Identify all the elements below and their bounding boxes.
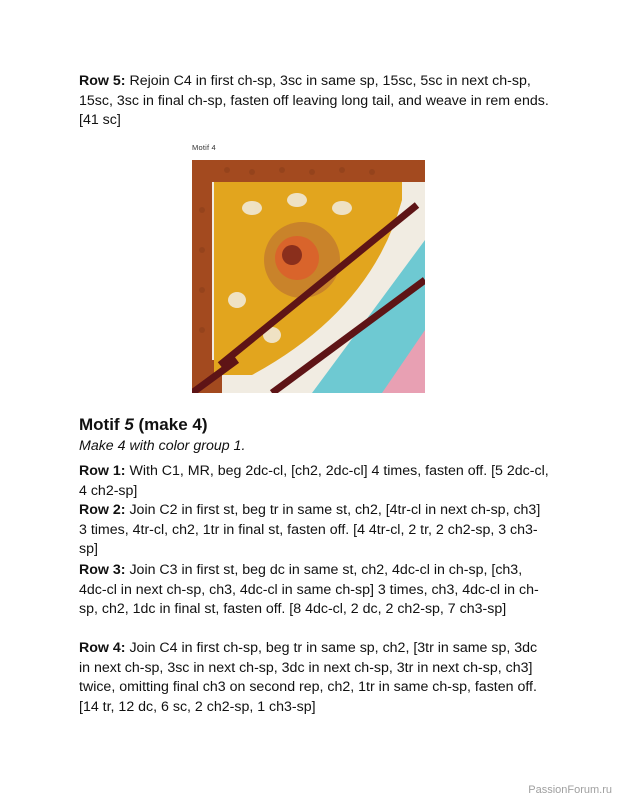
motif-4-photo: [192, 160, 425, 393]
row-2-paragraph: Row 2: Join C2 in first st, beg tr in same st, ch2, [4tr-cl in next ch-sp, ch3] 3 times, 4tr-cl, ch2, 1tr in final st, fasten off. [4 4tr-cl, 2 tr, 2 ch2-sp, 3 ch3-sp]: [79, 502, 541, 557]
row-1-paragraph: Row 1: With C1, MR, beg 2dc-cl, [ch2, 2dc-cl] 4 times, fasten off. [5 2dc-cl, 4 ch2-sp]: [79, 463, 549, 499]
crochet-motif-illustration: [192, 160, 425, 393]
row-label: Row 5:: [79, 73, 126, 89]
row-4-paragraph: Row 4: Join C4 in first ch-sp, beg tr in same sp, ch2, [3tr in same sp, 3dc in next ch-sp, 3sc in next ch-sp, 3dc in next ch-sp, 3tr in next ch-sp, ch3] twice, omitting final ch3 on second rep, ch2, 1tr in same ch-sp, fasten off. [14 tr, 12 dc, 6 sc, 2 ch2-sp, 1 ch3-sp]: [79, 640, 538, 715]
row-5-paragraph: [79, 72, 549, 131]
row-text: Rejoin C4 in first ch-sp, 3sc in same sp, 15sc, 5sc in next ch-sp, 15sc, 3sc in final ch-sp, fasten off leaving long tail, and weave in rem ends. [41 sc]: [79, 73, 549, 128]
motif-5-subtitle: Make 4 with color group 1.: [79, 438, 246, 454]
motif-5-heading: Motif 5 (make 4): [79, 415, 208, 434]
watermark: PassionForum.ru: [528, 784, 612, 796]
figure-caption: Motif 4: [192, 143, 216, 152]
row-3-paragraph: Row 3: Join C3 in first st, beg dc in same st, ch2, 4dc-cl in ch-sp, [ch3, 4dc-cl in next ch-sp, ch3, 4dc-cl in same ch-sp] 3 times, ch3, 4dc-cl in ch-sp, ch2, 1dc in final st, fasten off. [8 4dc-cl, 2 dc, 2 ch2-sp, 7 ch3-sp]: [79, 562, 539, 617]
